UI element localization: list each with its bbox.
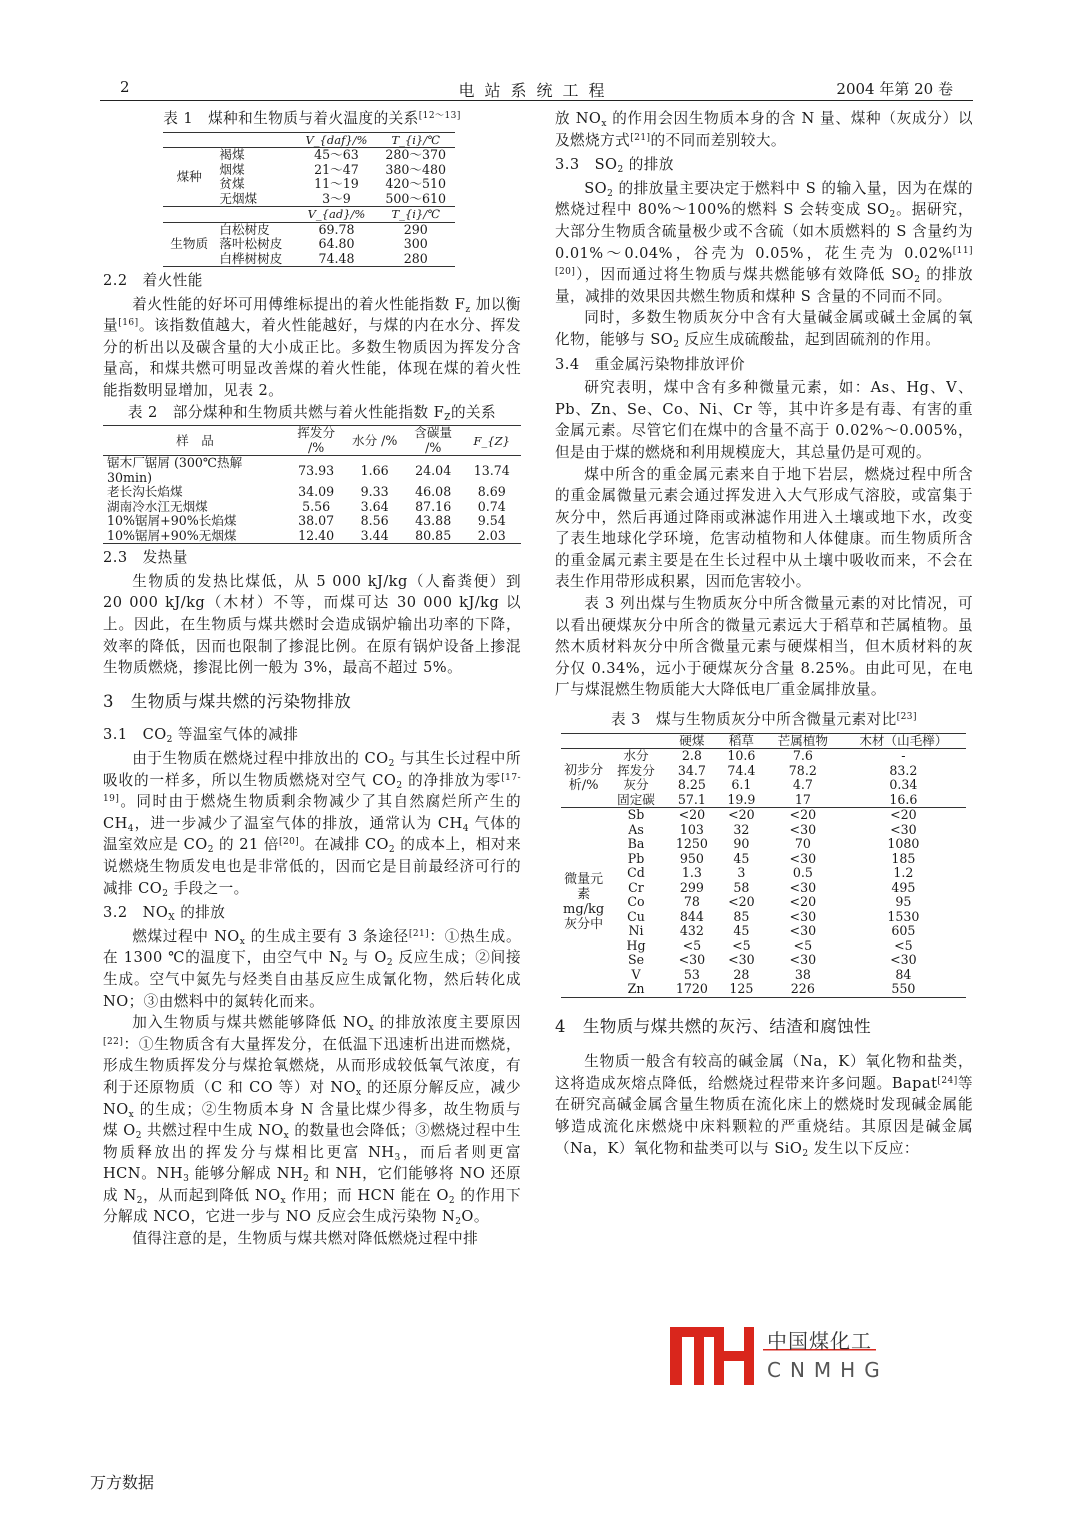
table-cell: 74.48 [296, 252, 376, 267]
table-cell: 白桦树树皮 [215, 252, 296, 267]
paragraph: 生物质一般含有较高的碱金属（Na，K）氧化物和盐类，这将造成灰熔点降低，给燃烧过程带来许多问题。Bapat[24]等在研究高碱金属含量生物质在流化床上的燃烧时发现碱金属能够造成流化床燃烧中床料颗粒的严重烧结。其原因是碱金属（Na，K）氧化物和盐类可以与 SiO$_2$ 发生以下反应： [555, 1053, 973, 1159]
table-cell: V_{ad}/% [296, 207, 376, 223]
subscript: 2 [396, 780, 403, 791]
journal-title: 电站系统工程 [458, 81, 615, 100]
table-row [561, 852, 966, 867]
table-cell: 贫煤 [219, 176, 245, 192]
table-cell: 80.85 [404, 529, 463, 544]
paragraph: 燃煤过程中 $NO_x$ 的生成主要有 3 条途径[21]：①热生成。在 1300 ℃的温度下，由空气中 $N_2$ 与 $O_2$ 反应生成；②间接生成。空气中氮先与烃类自由基反应生成氰化物，然后转化成 NO；③由燃料中的氮转化而来。 [103, 927, 521, 1010]
subscript: 2 [207, 845, 214, 856]
table-cell: 290 [403, 221, 428, 237]
table-row [561, 924, 966, 939]
table-row [103, 514, 521, 529]
table-cell: <5 [732, 937, 751, 953]
table1-caption: 表 1 煤种和生物质与着火温度的关系[12～13] [163, 110, 461, 127]
footer-watermark: 万方数据 [90, 1473, 155, 1492]
table2 [103, 425, 521, 544]
table-cell: 3 [737, 865, 746, 881]
table-cell: 550 [841, 982, 966, 997]
table-cell: <30 [789, 821, 817, 837]
table-cell: <20 [718, 808, 765, 823]
table-cell: 380～480 [385, 161, 447, 177]
table-row [561, 837, 966, 852]
paragraph: 值得注意的是，生物质与煤共燃对降低燃烧过程中排 [132, 1230, 479, 1248]
table-cell: 16.6 [889, 791, 918, 807]
logo-text-en: CNMHG [767, 1358, 889, 1382]
table-row [561, 793, 966, 808]
logo-text-cn: 中国煤化工 [767, 1329, 872, 1353]
table-row [561, 910, 966, 925]
table-row [561, 881, 966, 896]
table-cell: 605 [891, 923, 916, 939]
table3-caption: 表 3 煤与生物质灰分中所含微量元素对比[23] [611, 711, 917, 729]
table-cell: 125 [718, 982, 765, 997]
issue-info: 2004 年第 20 卷 [836, 80, 953, 98]
table-cell: 水分 /% [345, 426, 404, 456]
section-3-2-heading: 3.2 $NO_X$ 的排放 [103, 904, 226, 924]
left-column [103, 108, 521, 1250]
subscript: 2 [303, 1174, 310, 1185]
citation: [16] [118, 318, 139, 329]
table-cell: <30 [789, 908, 817, 924]
paragraph: 着火性能的好坏可用傅维标提出的着火性能指数 $F_z$ 加以衡量[16]。该指数值越大，着火性能越好，与煤的内在水分、挥发分的析出以及碳含量的大小成正比。多数生物质因为挥发分含量高，和煤共燃可明显改善煤的着火性能，体现在煤的着火性能指数明显增加，见表 2。 [103, 295, 521, 400]
citation: [12～13] [418, 111, 461, 121]
table-cell: <5 [793, 937, 813, 953]
table-cell: 10%锯屑+90%无烟煤 [103, 529, 287, 544]
subscript: X [168, 913, 176, 924]
table-cell: As [628, 821, 644, 837]
table-cell: 73.93 [298, 462, 335, 478]
subscript: 4 [462, 823, 469, 834]
table-cell: 300 [403, 236, 428, 252]
subscript: 2 [135, 1131, 142, 1142]
table-row [163, 132, 455, 148]
table-cell: 挥发分 [617, 762, 655, 778]
table-cell: V [631, 966, 641, 982]
table-row [103, 529, 521, 544]
table-row [561, 778, 966, 793]
table-cell: <30 [789, 879, 817, 895]
table-row [103, 485, 521, 500]
table-cell: T_{i}/℃ [376, 207, 455, 223]
section-2-2-heading: 2.2 着火性能 [103, 272, 203, 290]
table-cell: 木材（山毛榉） [841, 733, 966, 749]
table-row [163, 222, 455, 237]
table-cell: 0.74 [477, 498, 506, 514]
table-cell: 8.69 [477, 484, 506, 500]
section-3-1-heading: 3.1 $CO_2$ 等温室气体的减排 [103, 726, 299, 746]
table-cell: 3.64 [360, 498, 389, 514]
section-3-4-heading: 3.4 重金属污染物排放评价 [555, 355, 746, 373]
table-cell: Sb [606, 808, 666, 823]
table-cell: 湖南冷水江无烟煤 [107, 498, 208, 514]
table-cell: 69.78 [318, 221, 355, 237]
table-cell: 950 [679, 850, 704, 866]
table-cell: 38 [794, 966, 811, 982]
table-cell: <20 [841, 808, 966, 823]
table-cell: 280 [376, 252, 455, 267]
table-cell: 生物质 [163, 222, 215, 267]
citation: [17-19] [103, 772, 521, 805]
table-cell: 0.34 [889, 777, 918, 793]
table-cell: V_{daf}/% [296, 132, 376, 148]
subscript: 3 [183, 1174, 190, 1185]
table-cell: Cu [627, 908, 645, 924]
table-cell: 19.9 [727, 791, 756, 807]
table-cell: 34.09 [298, 484, 335, 500]
table-row [561, 808, 966, 823]
running-header [100, 78, 973, 101]
table-cell: 84 [895, 966, 912, 982]
section-4-heading: 4 生物质与煤共燃的灰污、结渣和腐蚀性 [555, 1016, 872, 1036]
table-cell: 2.8 [681, 748, 702, 764]
table-cell: 10.6 [727, 748, 756, 764]
table-cell: 稻草 [718, 733, 765, 749]
citation: [21] [408, 928, 430, 939]
table-cell: 1720 [666, 982, 718, 997]
table-row [103, 426, 521, 456]
table-cell: 8.56 [360, 513, 389, 529]
table-cell: 1.66 [360, 462, 389, 478]
right-column [555, 108, 973, 1159]
subscript: 3 [394, 1152, 401, 1163]
table-cell: 13.74 [473, 462, 510, 478]
table-cell: <20 [765, 808, 841, 823]
table-cell: 85 [733, 908, 750, 924]
table-cell: 0.5 [792, 865, 813, 881]
table-cell: 9.54 [477, 513, 506, 529]
table-cell: 70 [794, 836, 811, 852]
subscript: 2 [342, 958, 349, 969]
table-row [561, 968, 966, 983]
subscript: 2 [455, 1217, 462, 1228]
subscript: 2 [617, 165, 624, 176]
table-cell: 褐煤 [219, 147, 245, 163]
subscript: 2 [388, 759, 395, 769]
citation: [22] [103, 1036, 124, 1047]
table-cell: Ba [627, 836, 645, 852]
table-cell: 煤种 [176, 168, 202, 184]
table-row [103, 500, 521, 515]
subscript: Z [444, 412, 451, 423]
table-cell: 老长沟长焰煤 [107, 484, 183, 500]
table-cell: 8.25 [677, 777, 706, 793]
table-cell: 烟煤 [219, 161, 245, 177]
table-cell: 9.33 [360, 484, 389, 500]
subscript: 2 [673, 339, 680, 350]
citation: [23] [896, 712, 917, 723]
table-cell: 226 [765, 982, 841, 997]
subscript: 2 [889, 210, 896, 221]
table-row [561, 895, 966, 910]
table-cell: <30 [890, 821, 917, 837]
table-cell: 45～63 [314, 147, 359, 163]
table-cell: 样 品 [103, 426, 287, 456]
table-cell: 2.03 [462, 529, 521, 544]
table-cell: 灰分 [623, 777, 649, 793]
subscript: x [239, 936, 246, 947]
table-cell: 芒属植物 [765, 733, 841, 749]
paragraph: $SO_2$ 的排放量主要决定于燃料中 S 的输入量，因为在煤的燃烧过程中 80%～100%的燃料 S 会转变成 $SO_2$。据研究，大部分生物质含硫量极少或不含硫（如木质燃料的 S 含量约为 0.01%～0.04%，谷壳为 0.05%，花生壳为 0.02%[11][20]），因而通过将生物质与煤共燃能够有效降低 $SO_2$ 的排放量，减排的效果因共燃生物质和煤种 S 含量的不同而不同。 [555, 179, 973, 305]
table-row [561, 733, 966, 749]
paragraph: 放 $NO_x$ 的作用会因生物质本身的含 N 量、煤种（灰成分）以及燃烧方式[21]的不同而差别较大。 [555, 110, 973, 149]
table-cell: 90 [733, 836, 750, 852]
table-cell: 32 [733, 821, 750, 837]
table2-caption: 表 2 部分煤种和生物质共燃与着火性能指数 $F_Z$的关系 [127, 403, 497, 423]
table1 [163, 132, 455, 268]
table-cell: 21～47 [314, 161, 359, 177]
table-cell: 28 [733, 966, 750, 982]
table-cell: 500～610 [385, 190, 447, 206]
table-cell: 落叶松树皮 [219, 236, 283, 252]
citation: [20] [278, 837, 300, 848]
table-row [561, 764, 966, 779]
table-cell: <30 [728, 952, 755, 968]
table-cell: Co [627, 894, 645, 910]
table-cell: <30 [890, 952, 917, 968]
table-cell: 5.56 [302, 498, 331, 514]
table-cell: 53 [683, 966, 700, 982]
table-row [163, 148, 455, 163]
table-cell: 95 [895, 894, 912, 910]
subscript: 2 [162, 888, 169, 899]
table-cell: 185 [891, 850, 916, 866]
table-cell: F_{Z} [462, 426, 521, 456]
table-cell: 432 [679, 923, 704, 939]
subscript: 4 [127, 823, 134, 834]
subscript: 2 [388, 845, 396, 856]
table-cell: 4.7 [792, 777, 813, 793]
citation: [24] [937, 1075, 958, 1086]
section-3-3-heading: 3.3 $SO_2$ 的排放 [555, 156, 674, 176]
table-cell: <30 [789, 850, 817, 866]
citation: [21] [630, 132, 651, 143]
paragraph: 同时，多数生物质灰分中含有大量碱金属或碱土金属的氧化物，能够与 $SO_2$ 反应生成硫酸盐，起到固硫剂的作用。 [555, 309, 973, 350]
table-cell: 含碳量 /% [404, 426, 463, 456]
table-row [561, 953, 966, 968]
subscript: 2 [914, 275, 921, 286]
subscript: 2 [166, 735, 173, 746]
table-cell: 103 [679, 821, 704, 837]
table-cell: <20 [728, 894, 755, 910]
table-cell: Zn [606, 982, 666, 997]
table-cell: 无烟煤 [219, 190, 258, 206]
subscript: x [283, 1131, 290, 1142]
table-cell: 299 [679, 879, 704, 895]
table-cell: 1530 [887, 908, 920, 924]
table-cell: Ni [628, 923, 644, 939]
table-cell: <30 [678, 952, 706, 968]
table-cell: Se [627, 952, 645, 968]
table-cell: Cd [627, 865, 645, 881]
table-cell: 1250 [675, 836, 708, 852]
table-cell: Hg [626, 937, 646, 953]
table-row [163, 207, 455, 223]
table-cell: <5 [682, 937, 702, 953]
table-cell: Pb [627, 850, 645, 866]
table-cell: 46.08 [415, 484, 452, 500]
table-cell: 10%锯屑+90%长焰煤 [107, 513, 237, 529]
table-cell: 74.4 [727, 762, 756, 778]
table-cell: - [901, 748, 906, 764]
table-cell: 38.07 [298, 513, 335, 529]
table-row [561, 982, 966, 997]
table-cell: 45 [733, 850, 750, 866]
table-cell: 硬煤 [666, 733, 718, 749]
subscript: x [128, 1109, 135, 1120]
section-2-3-heading: 2.3 发热量 [103, 549, 188, 567]
table-cell: 挥发分 /% [287, 426, 346, 456]
table-cell: 初步分析/% [564, 763, 604, 794]
paragraph: 煤中所含的重金属元素来自于地下岩层，燃烧过程中所含的重金属微量元素会通过挥发进入大气形成气溶胶，或富集于灰分中，然后再通过降雨或淋滤作用进入土壤或地下水，改变了表生地球化学环境，危害动植物和人体健康。而生物质所含的重金属元素主要是在生长过程中从土壤中吸收而来，不会在表生作用带形成积累，因而危害较小。 [555, 465, 973, 591]
subscript: 2 [136, 1195, 143, 1206]
table-cell: <5 [894, 937, 913, 953]
subscript: 2 [448, 1195, 456, 1206]
table-cell: 58 [733, 879, 750, 895]
table-cell: 43.88 [415, 513, 452, 529]
table-cell: <30 [789, 952, 817, 968]
cnmhg-logo [670, 1325, 889, 1387]
paragraph: 由于生物质在燃烧过程中排放出的 $CO_2$ 与其生长过程中所吸收的一样多，所以生物质燃烧对空气 $CO_2$ 的净排放为零[17-19]。同时由于燃烧生物质剩余物减少了其自然腐烂所产生的 $CH_4$，进一步减少了温室气体的排放，通常认为 $CH_4$ 气体的温室效应是 $CO_2$ 的 21 倍[20]。在减排 $CO_2$ 的成本上，相对来说燃烧生物质发电也是非常低的，因而它是目前最经济可行的减排 $CO_2$ 手段之一。 [103, 750, 521, 899]
table-row [561, 866, 966, 881]
table-cell: 844 [679, 908, 704, 924]
table-cell: 11～19 [314, 176, 359, 192]
subscript: z [465, 304, 471, 315]
table-cell: 64.80 [318, 236, 355, 252]
table-cell: 1.2 [893, 865, 914, 881]
table-row [561, 823, 966, 838]
table-cell: 24.04 [415, 462, 452, 478]
table-cell: <20 [666, 808, 718, 823]
subscript: x [280, 1195, 287, 1206]
table-cell: T_{i}/℃ [376, 132, 455, 148]
table-cell: 微量元素mg/kg灰分中 [561, 808, 606, 998]
citation: [11][20] [555, 245, 973, 278]
table-cell: 57.1 [677, 791, 706, 807]
table-cell: Cr [628, 879, 644, 895]
subscript: 2 [386, 958, 394, 969]
table3 [561, 733, 966, 998]
table-cell: 17 [794, 791, 811, 807]
table-cell: 3～9 [322, 190, 351, 206]
table-cell: <30 [789, 923, 817, 939]
table-cell: 锯木厂锯屑 (300℃热解 30min) [107, 455, 243, 485]
table-cell: 7.6 [792, 748, 813, 764]
table-row [561, 749, 966, 764]
paragraph: 表 3 列出煤与生物质灰分中所含微量元素的对比情况，可以看出硬煤灰分中所含的微量元素远大于稻草和芒属植物。虽然木质材料灰分中所含微量元素与硬煤相当，但木质材料的灰分仅 0.34%，远小于硬煤灰分含量 8.25%。由此可见，在电厂与煤混燃生物质能大大降低电厂重金属排放量。 [555, 595, 973, 699]
table-cell: 78.2 [788, 762, 817, 778]
paragraph: 生物质的发热比煤低，从 5 000 kJ/kg（人畜粪便）到 20 000 kJ/kg（木材）不等，而煤可达 30 000 kJ/kg 以上。因此，在生物质与煤共燃时会造成锅炉输出功率的下降，效率的降低，因而也限制了掺混比例。在原有锅炉设备上掺混生物质燃烧，掺混比例一般为 3%，最高不超过 5%。 [103, 572, 521, 677]
table-cell: 495 [891, 879, 916, 895]
paragraph: 研究表明，煤中含有多种微量元素，如：As、Hg、V、Pb、Zn、Se、Co、Ni、Cr 等，其中许多是有毒、有害的重金属元素。尽管它们在煤中的含量不高于 0.02%～0.005%，但是由于煤的燃烧和利用规模庞大，其总量仍是可观的。 [555, 379, 973, 461]
table-cell: 3.44 [345, 529, 404, 544]
paragraph: 加入生物质与煤共燃能够降低 $NO_x$ 的排放浓度主要原因[22]：①生物质含有大量挥发分，在低温下迅速析出进而燃烧，形成生物质挥发分与煤抢氧燃烧，从而形成较低氧气浓度，有利于还原物质（C 和 CO 等）对 $NO_x$ 的还原分解反应，减少 $NO_x$ 的生成；②生物质本身 N 含量比煤少得多，故生物质与煤 $O_2$ 共燃过程中生成 $NO_x$ 的数量也会降低；③燃烧过程中生物质释放出的挥发分与煤相比更富 $NH_3$，而后者则更富 HCN。$NH_3$ 能够分解成 $NH_2$ 和 NH，它们能够将 NO 还原成 $N_2$，从而起到降低 $NO_x$ 作用；而 HCN 能在 $O_2$ 的作用下分解成 NCO，它进一步与 NO 反应会生成污染物 $N_2O$。 [103, 1014, 522, 1228]
subscript: x [601, 119, 607, 129]
subscript: x [368, 1023, 375, 1034]
table-row [103, 456, 521, 486]
table-cell: <20 [789, 894, 817, 910]
subscript: x [356, 1087, 362, 1098]
table-cell: 固定碳 [617, 791, 655, 807]
section-3-heading: 3 生物质与煤共燃的污染物排放 [103, 691, 352, 711]
table-cell: 34.7 [677, 762, 706, 778]
table-cell: 87.16 [415, 498, 452, 514]
table-cell: 45 [733, 923, 750, 939]
table-cell: 1080 [887, 836, 920, 852]
table-cell: 280～370 [385, 147, 447, 163]
table-cell: 12.40 [287, 529, 346, 544]
table-cell: 6.1 [731, 777, 752, 793]
page-number: 2 [120, 78, 130, 96]
table-cell: 1.3 [681, 865, 702, 881]
table-cell: 420～510 [385, 176, 447, 192]
subscript: 2 [802, 1148, 809, 1159]
table-cell: 水分 [623, 748, 649, 764]
table-row [561, 939, 966, 954]
subscript: 2 [607, 188, 614, 199]
table-cell: 白松树皮 [219, 221, 270, 237]
table-cell: 78 [683, 894, 700, 910]
table-cell: 83.2 [889, 762, 918, 778]
